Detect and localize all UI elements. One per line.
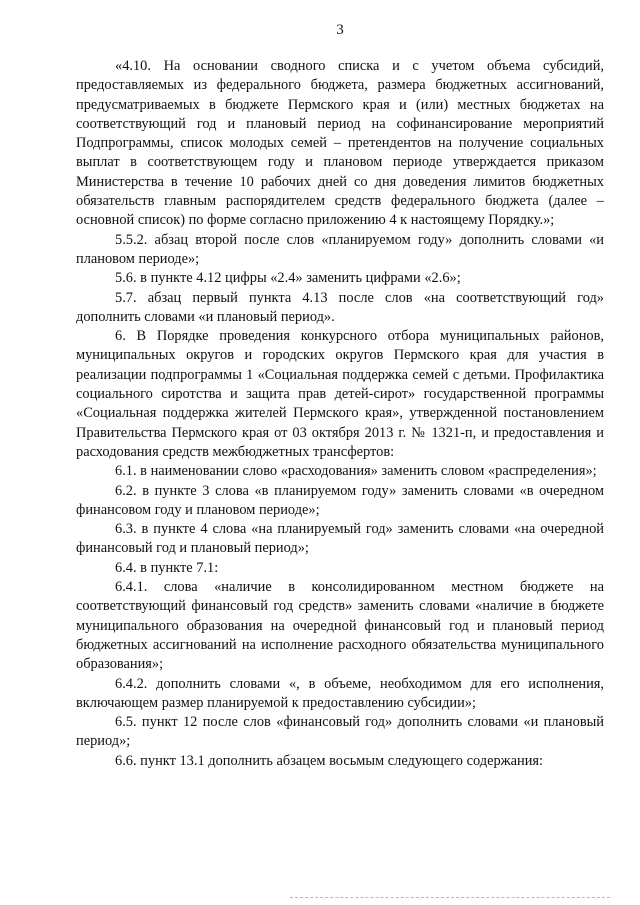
page-number: 3 [336, 22, 344, 38]
paragraph-5-5-2: 5.5.2. абзац второй после слов «планируемом году» дополнить словами «и плановом периоде»; [76, 231, 604, 267]
paragraph-6: 6. В Порядке проведения конкурсного отбора муниципальных районов, муниципальных округов и городских округов Пермского края для участия в реализации подпрограммы 1 «Социальная поддержка семей с детьми. Профилактика социального сиротства и защита прав детей-сирот» государственной программы «Социальная поддержка жителей Пермского края», утвержденной постановлением Правительства Пермского края от 03 октября 2013 г. № 1321-п, и предоставления и расходования средств межбюджетных трансфертов: [76, 328, 604, 460]
paragraph-6-5: 6.5. пункт 12 после слов «финансовый год» дополнить словами «и плановый период»; [76, 714, 604, 750]
paragraph-6-4-1: 6.4.1. слова «наличие в консолидированном местном бюджете на соответствующий финансовый год средств» заменить словами «наличие в бюджете муниципального образования на очередной финансовый год и плановый период бюджетных ассигнований на исполнение расходного обязательства муниципального образования»; [76, 579, 604, 673]
paragraph-5-7: 5.7. абзац первый пункта 4.13 после слов «на соответствующий год» дополнить словами «и плановый период». [76, 289, 604, 325]
paragraph-4-10: «4.10. На основании сводного списка и с учетом объема субсидий, предоставляемых из федерального бюджета, размера бюджетных ассигнований, предусматриваемых в бюджете Пермского края и (или) местных бюджетах на соответствующий год и плановый период на софинансирование мероприятий Подпрограммы, список молодых семей – претендентов на получение социальных выплат в соответствующем году и плановом периоде утверждается приказом Министерства в течение 10 рабочих дней со дня доведения лимитов бюджетных обязательств главным распорядителем средств федерального бюджета (далее – основной список) по форме согласно приложению 4 к настоящему Порядку.»; [76, 58, 604, 229]
paragraph-6-4-2: 6.4.2. дополнить словами «, в объеме, необходимом для его исполнения, включающем размер планируемой к предоставлению субсидии»; [76, 675, 604, 711]
paragraph-5-6: 5.6. в пункте 4.12 цифры «2.4» заменить цифрами «2.6»; [115, 270, 461, 287]
paragraph-6-3: 6.3. в пункте 4 слова «на планируемый год» заменить словами «на очередной финансовый год и плановый период»; [76, 521, 604, 557]
document-body [76, 57, 604, 771]
scan-edge-divider [290, 897, 610, 898]
paragraph-6-4: 6.4. в пункте 7.1: [115, 559, 219, 576]
paragraph-6-1: 6.1. в наименовании слово «расходования» заменить словом «распределения»; [115, 463, 597, 480]
paragraph-6-6: 6.6. пункт 13.1 дополнить абзацем восьмым следующего содержания: [115, 752, 544, 769]
paragraph-6-2: 6.2. в пункте 3 слова «в планируемом году» заменить словами «в очередном финансовом году и плановом периоде»; [76, 482, 604, 518]
